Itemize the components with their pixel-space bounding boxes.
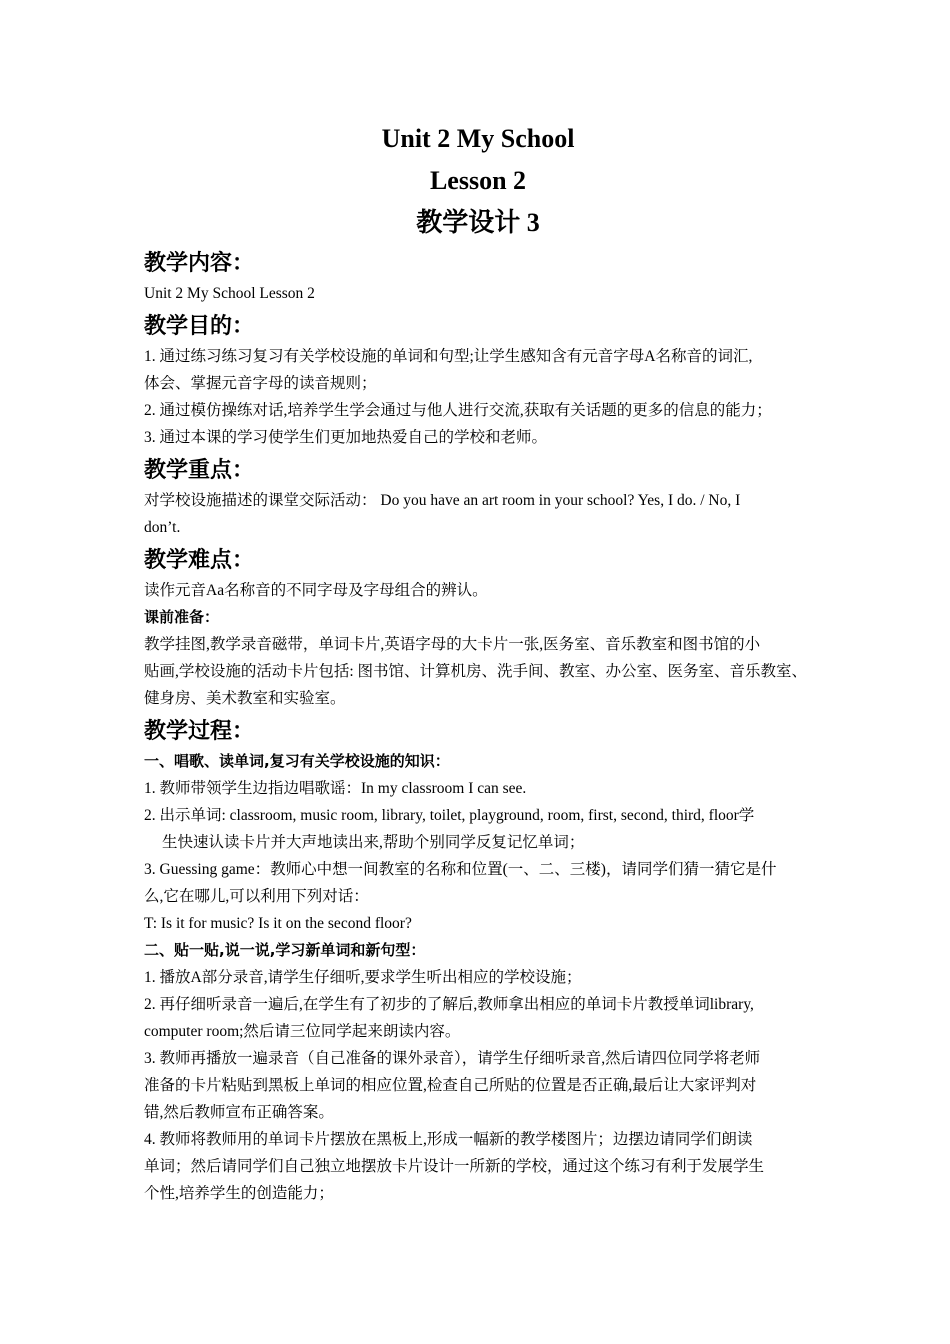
preparation-line3: 健身房、美术教室和实验室。 (144, 690, 346, 707)
process-part2-item3-line1: 3. 教师再播放一遍录音（自己准备的课外录音），请学生仔细听录音,然后请四位同学将老师 (144, 1050, 761, 1067)
heading-objectives: 教学目的： (144, 314, 255, 339)
heading-difficulties: 教学难点： (144, 548, 255, 573)
objective-3: 3. 通过本课的学习使学生们更加地热爱自己的学校和老师。 (144, 429, 548, 446)
document-page (144, 118, 812, 1207)
objective-1-line1: 1. 通过练习练习复习有关学校设施的单词和句型;让学生感知含有元音字母A名称音的词汇, (144, 348, 753, 365)
process-part2-item2-line2: computer room;然后请三位同学起来朗读内容。 (144, 1023, 461, 1040)
title-unit: Unit 2 My School (381, 124, 575, 153)
process-part1-item1: 1. 教师带领学生边指边唱歌谣：In my classroom I can see. (144, 780, 527, 797)
process-part1-item2-line2: 生快速认读卡片并大声地读出来,帮助个别同学反复记忆单词； (162, 834, 585, 851)
preparation-line2: 贴画,学校设施的活动卡片包括: 图书馆、计算机房、洗手间、教室、办公室、医务室、音乐教室、 (144, 663, 808, 680)
key-points-line1: 对学校设施描述的课堂交际活动： Do you have an art room in your school? Yes, I do. / No, I (144, 492, 741, 509)
objective-2: 2. 通过模仿操练对话,培养学生学会通过与他人进行交流,获取有关话题的更多的信息的能力； (144, 402, 772, 419)
title-design: 教学设计 3 (416, 208, 540, 237)
heading-process: 教学过程： (144, 719, 255, 744)
process-part2-item4-line3: 个性,培养学生的创造能力； (144, 1185, 334, 1202)
process-part2-item3-line3: 错,然后教师宣布正确答案。 (144, 1104, 334, 1121)
content-text: Unit 2 My School Lesson 2 (144, 285, 315, 302)
title-lesson: Lesson 2 (429, 166, 527, 195)
heading-key-points: 教学重点： (144, 458, 255, 483)
process-part1-heading: 一、唱歌、读单词,复习有关学校设施的知识： (144, 752, 450, 770)
process-part2-item2-line1: 2. 再仔细听录音一遍后,在学生有了初步的了解后,教师拿出相应的单词卡片教授单词library, (144, 996, 754, 1013)
process-part2-item1: 1. 播放A部分录音,请学生仔细听,要求学生听出相应的学校设施； (144, 969, 582, 986)
process-part1-item3-line1: 3. Guessing game：教师心中想一间教室的名称和位置(一、二、三楼)，请同学们猜一猜它是什 (144, 861, 777, 878)
objective-1-line2: 体会、掌握元音字母的读音规则； (144, 375, 377, 392)
preparation-line1: 教学挂图,教学录音磁带，单词卡片,英语字母的大卡片一张,医务室、音乐教室和图书馆的小 (144, 636, 761, 653)
difficulties-text: 读作元音Aa名称音的不同字母及字母组合的辨认。 (144, 582, 488, 599)
process-part1-item2-line1: 2. 出示单词: classroom, music room, library, toilet, playground, room, first, second, third, floor学 (144, 807, 755, 824)
process-part1-item3-line3: T: Is it for music? Is it on the second floor? (144, 915, 412, 932)
process-part2-item3-line2: 准备的卡片粘贴到黑板上单词的相应位置,检查自己所贴的位置是否正确,最后让大家评判对 (144, 1077, 757, 1094)
key-points-line2: don’t. (144, 519, 181, 536)
heading-preparation: 课前准备： (144, 608, 220, 626)
process-part2-item4-line1: 4. 教师将教师用的单词卡片摆放在黑板上,形成一幅新的教学楼图片；边摆边请同学们朗读 (144, 1131, 753, 1148)
process-part2-item4-line2: 单词；然后请同学们自己独立地摆放卡片设计一所新的学校，通过这个练习有利于发展学生 (144, 1158, 765, 1175)
process-part1-item3-line2: 么,它在哪儿,可以利用下列对话： (144, 888, 369, 905)
process-part2-heading: 二、贴一贴,说一说,学习新单词和新句型： (144, 941, 426, 959)
heading-content: 教学内容： (144, 251, 255, 276)
